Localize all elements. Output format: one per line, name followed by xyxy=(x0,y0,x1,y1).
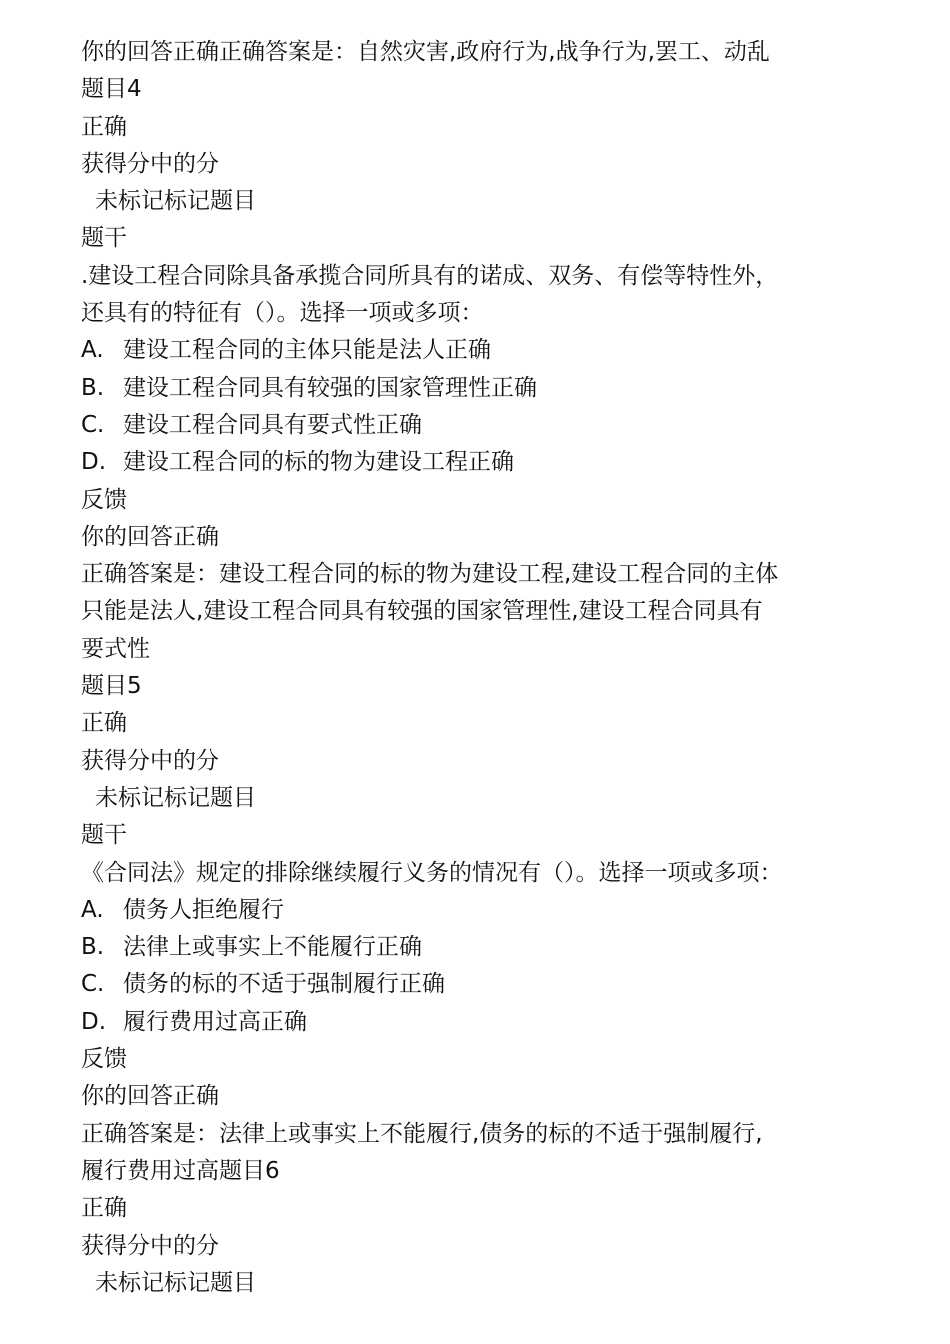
option-letter: B. xyxy=(81,374,105,401)
text-line: 你的回答正确 xyxy=(81,523,219,550)
text-line: 只能是法人,建设工程合同具有较强的国家管理性,建设工程合同具有 xyxy=(81,598,763,625)
text-line: .建设工程合同除具备承揽合同所具有的诺成、双务、有偿等特性外， xyxy=(81,262,779,289)
text-line: 获得分中的分 xyxy=(81,1232,219,1259)
answer-option xyxy=(81,929,881,966)
option-text: 建设工程合同具有要式性正确 xyxy=(123,411,422,438)
text-line: 获得分中的分 xyxy=(81,747,219,774)
text-line: 正确 xyxy=(81,710,127,737)
text-line: 获得分中的分 xyxy=(81,150,219,177)
option-text: 债务的标的不适于强制履行正确 xyxy=(123,971,445,998)
flag-question-text: 未标记标记题目 xyxy=(95,1269,256,1296)
answer-option xyxy=(81,407,881,444)
option-letter: A. xyxy=(81,337,104,364)
text-line: 你的回答正确 xyxy=(81,1083,219,1110)
flag-question-text: 未标记标记题目 xyxy=(95,784,256,811)
option-letter: B. xyxy=(81,934,105,961)
text-line: 题干 xyxy=(81,822,127,849)
option-text: 履行费用过高正确 xyxy=(123,1008,307,1035)
text-line: 要式性 xyxy=(81,635,150,662)
option-text: 债务人拒绝履行 xyxy=(123,896,284,923)
text-line: 正确 xyxy=(81,113,127,140)
option-letter: C. xyxy=(81,971,105,998)
flag-question-text: 未标记标记题目 xyxy=(95,188,256,215)
text-line: 你的回答正确正确答案是：自然灾害,政府行为,战争行为,罢工、动乱 xyxy=(81,39,770,65)
text-line: 反馈 xyxy=(81,486,127,513)
text-line: 《合同法》规定的排除继续履行义务的情况有（）。选择一项或多项： xyxy=(81,859,783,886)
answer-option xyxy=(81,892,881,929)
option-letter: D. xyxy=(81,1008,107,1035)
text-line: 正确答案是：建设工程合同的标的物为建设工程,建设工程合同的主体 xyxy=(81,561,779,588)
answer-option xyxy=(81,444,881,481)
text-line: 题干 xyxy=(81,225,127,252)
text-line: 反馈 xyxy=(81,1046,127,1073)
text-line: 正确答案是：法律上或事实上不能履行,债务的标的不适于强制履行, xyxy=(81,1120,763,1147)
text-line: 题目5 xyxy=(81,673,142,700)
option-letter: D. xyxy=(81,449,107,476)
text-line: 履行费用过高题目6 xyxy=(81,1157,280,1184)
text-line: 题目4 xyxy=(81,76,142,103)
option-text: 建设工程合同的主体只能是法人正确 xyxy=(123,337,491,364)
option-text: 建设工程合同具有较强的国家管理性正确 xyxy=(123,374,537,401)
answer-option xyxy=(81,370,881,407)
document-page xyxy=(81,34,881,1302)
option-letter: A. xyxy=(81,896,104,923)
answer-option xyxy=(81,966,881,1003)
option-text: 建设工程合同的标的物为建设工程正确 xyxy=(123,449,514,476)
text-line: 还具有的特征有（）。选择一项或多项： xyxy=(81,300,484,327)
option-letter: C. xyxy=(81,411,105,438)
answer-option xyxy=(81,1004,881,1041)
answer-option xyxy=(81,332,881,369)
text-line: 正确 xyxy=(81,1195,127,1222)
option-text: 法律上或事实上不能履行正确 xyxy=(123,934,422,961)
